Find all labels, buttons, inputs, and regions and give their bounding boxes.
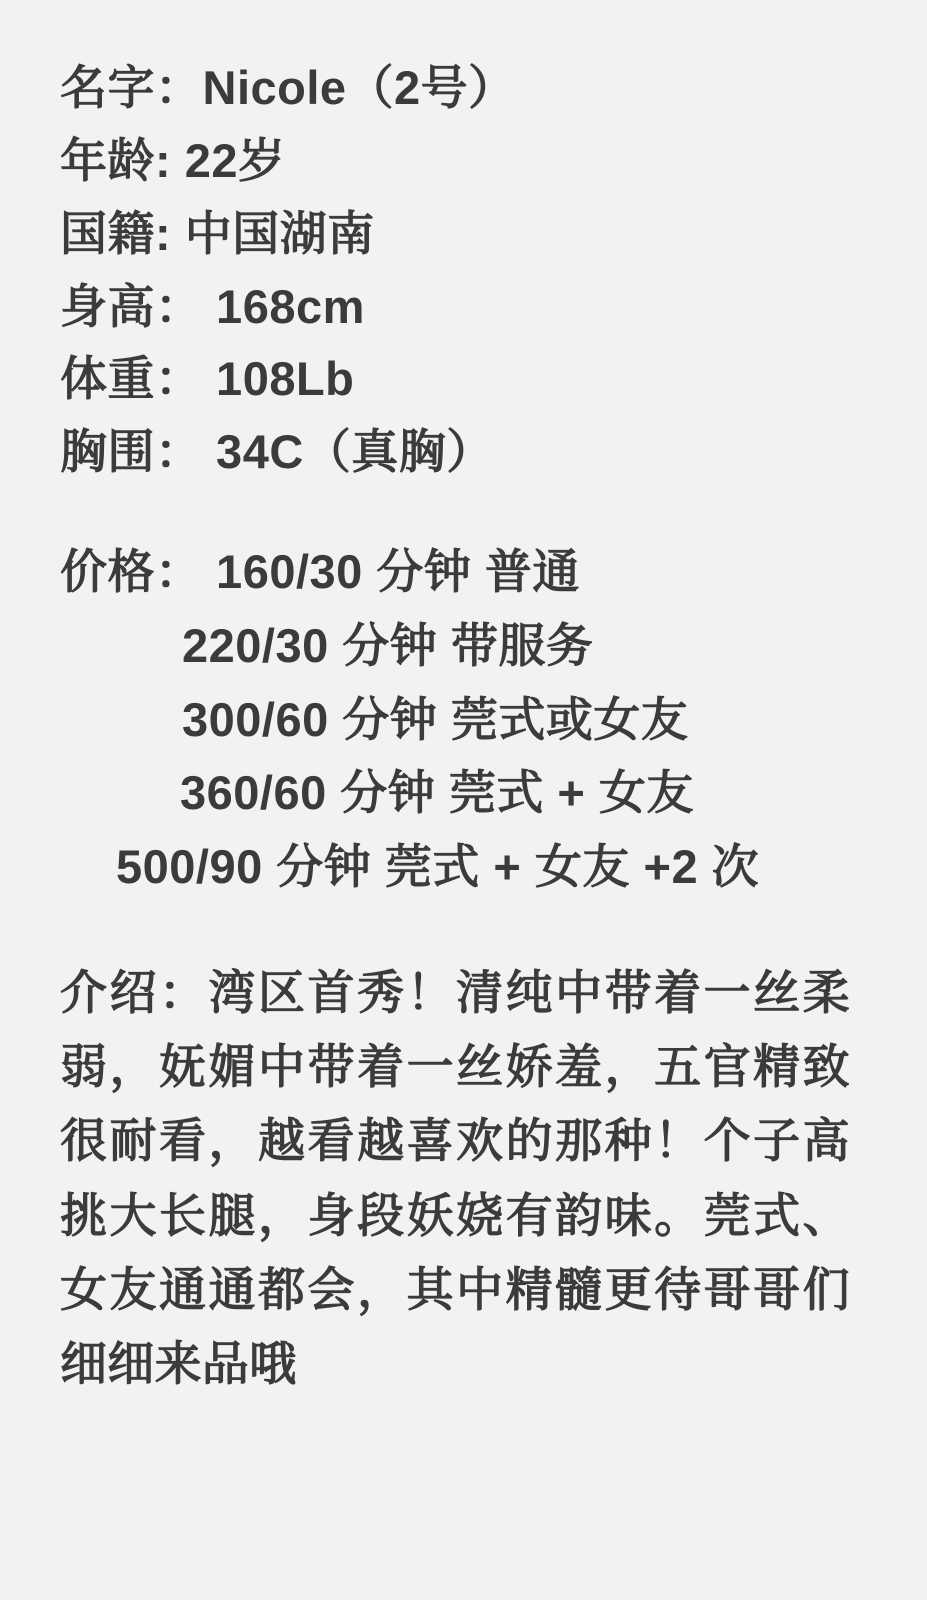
price-line-5: 500/90 分钟 莞式 + 女友 +2 次: [116, 840, 760, 894]
profile-line-name: 名字：Nicole（2号）: [60, 61, 516, 114]
profile-line-height: 身高： 168cm: [60, 279, 365, 333]
price-line-4: 360/60 分钟 莞式 + 女友: [180, 766, 694, 820]
introduction-text: 介绍：湾区首秀！清纯中带着一丝柔弱，妩媚中带着一丝娇羞，五官精致很耐看，越看越喜欢的那种！个子高挑大长腿，身段妖娆有韵味。莞式、女友通通都会，其中精髓更待哥哥们细细来品哦: [60, 965, 850, 1391]
profile-line-bust: 胸围： 34C（真胸）: [60, 425, 494, 479]
section-spacer-profile-price: [60, 489, 867, 535]
section-spacer-price-intro: [60, 904, 867, 956]
price-line-3: 300/60 分钟 莞式或女友: [182, 692, 689, 746]
profile-line-weight: 体重： 108Lb: [60, 352, 355, 406]
profile-info-block: [60, 52, 867, 489]
price-line-1: 价格： 160/30 分钟 普通: [60, 545, 580, 599]
profile-line-age: 年龄: 22岁: [60, 133, 286, 187]
price-line-2: 220/30 分钟 带服务: [182, 618, 594, 672]
price-list-block: [60, 535, 867, 904]
profile-line-nationality: 国籍: 中国湖南: [60, 206, 375, 260]
